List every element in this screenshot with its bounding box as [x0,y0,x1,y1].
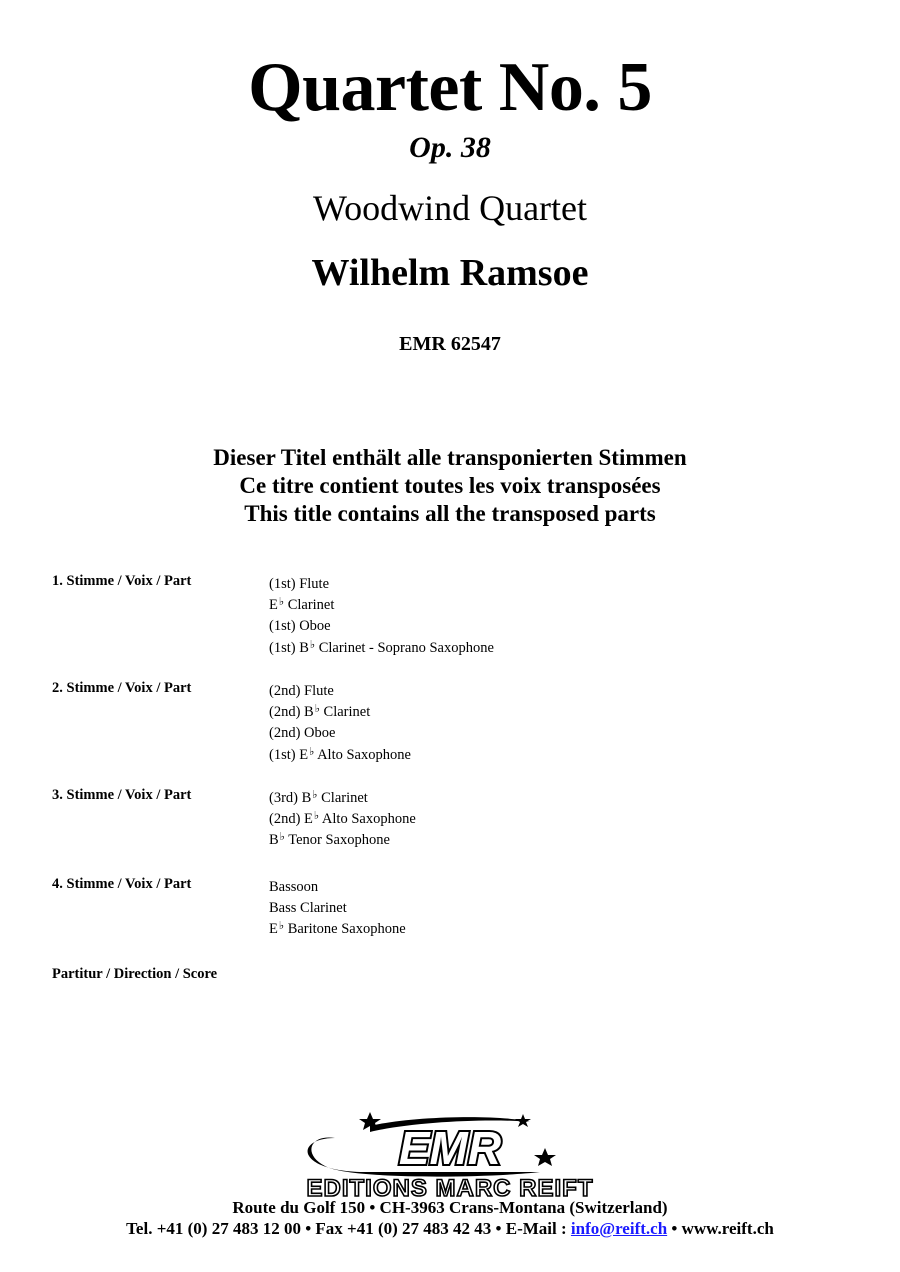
instrument-item: Bassoon [269,879,319,895]
instrument-item: E♭ Baritone Saxophone [269,920,406,938]
page-title: Quartet No. 5 [248,49,652,126]
instrument-item: (2nd) B♭ Clarinet [269,703,371,721]
instrument-item: (3rd) B♭ Clarinet [269,789,368,806]
logo-emr: EMR [398,1122,502,1174]
contact-phone-fax: Tel. +41 (0) 27 483 12 00 • Fax +41 (0) 27 483 42 43 • E-Mail : [126,1219,571,1238]
transposition-notice [0,444,900,528]
contact-website: • www.reift.ch [667,1219,774,1238]
part-label: 3. Stimme / Voix / Part [52,787,192,803]
ensemble: Woodwind Quartet [312,188,588,228]
instrument-item: B♭ Tenor Saxophone [269,831,390,849]
instrument-item: (1st) Flute [269,576,330,592]
notice-english: This title contains all the transposed parts [244,501,656,526]
instrument-item: Bass Clarinet [269,900,347,917]
notice-german: Dieser Titel enthält alle transponierten Stimmen [213,445,687,470]
part-label: 1. Stimme / Voix / Part [52,573,192,589]
instrument-list [269,786,416,850]
star-icon [534,1148,556,1166]
part-label: 4. Stimme / Voix / Part [52,876,192,892]
instrument-list [269,679,411,764]
email-link[interactable]: info@reift.ch [570,1219,668,1238]
publisher-address: Route du Golf 150 • CH-3963 Crans-Montana (Switzerland) [232,1198,668,1217]
catalog-number: EMR 62547 [399,333,501,355]
instrument-item: (1st) Oboe [269,618,331,635]
instrument-list [269,572,494,657]
publisher-logo [240,1108,660,1200]
instrument-item: (2nd) Flute [269,683,334,699]
notice-french: Ce titre contient toutes les voix transposées [239,473,661,498]
instrument-item: (1st) B♭ Clarinet - Soprano Saxophone [269,638,494,656]
composer: Wilhelm Ramsoe [311,252,589,294]
instrument-item: (1st) E♭ Alto Saxophone [269,745,411,763]
instrument-list [269,875,406,939]
part-label: 2. Stimme / Voix / Part [52,680,192,696]
instrument-item: (2nd) Oboe [269,725,336,742]
publisher-contact [0,1218,900,1240]
score-label: Partitur / Direction / Score [52,966,218,982]
instrument-item: E♭ Clarinet [269,596,335,614]
opus-number: Op. 38 [409,131,491,164]
publisher-name: EDITIONS MARC REIFT [306,1175,594,1200]
instrument-item: (2nd) E♭ Alto Saxophone [269,810,416,828]
